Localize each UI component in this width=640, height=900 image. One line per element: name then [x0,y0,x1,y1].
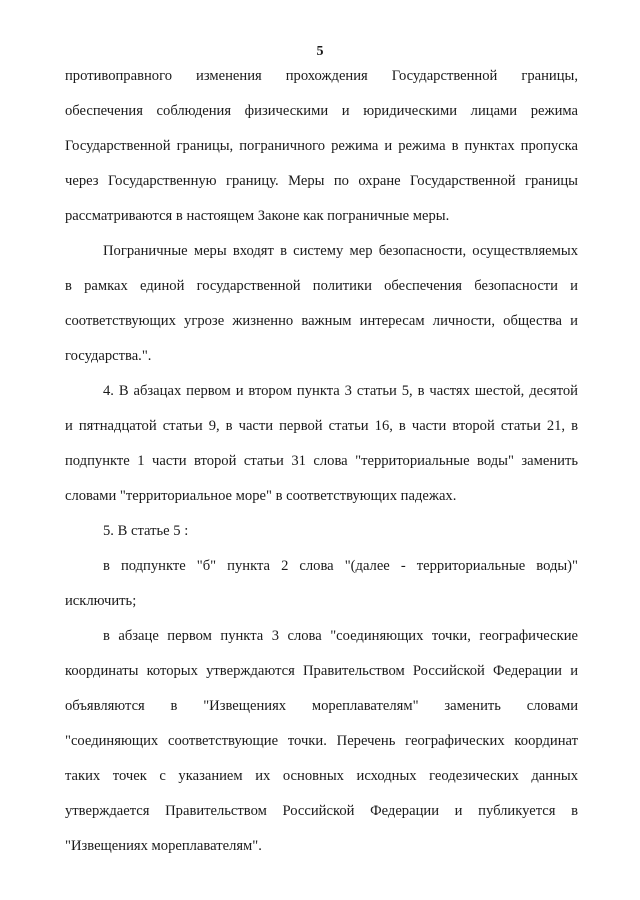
text-line: Государственной границы, пограничного режима и режима в пунктах пропуска [65,138,578,154]
text-line: соответствующих угрозе жизненно важным интересам личности, общества и [65,313,578,329]
text-line: координаты которых утверждаются Правительством Российской Федерации и [65,663,578,679]
text-line: в подпункте "б" пункта 2 слова "(далее - территориальные воды)" [103,558,578,574]
text-line: подпункте 1 части второй статьи 31 слова "территориальные воды" заменить [65,453,578,469]
text-line: 4. В абзацах первом и втором пункта 3 статьи 5, в частях шестой, десятой [103,383,578,399]
text-line: утверждается Правительством Российской Федерации и публикуется в [65,803,578,819]
text-line: объявляются в "Извещениях мореплавателям" заменить словами [65,698,578,714]
text-line: в рамках единой государственной политики обеспечения безопасности и [65,278,578,294]
text-line: рассматриваются в настоящем Законе как пограничные меры. [65,208,450,224]
text-line: 5. В статье 5 : [103,523,189,539]
text-line: Пограничные меры входят в систему мер безопасности, осуществляемых [103,243,578,259]
text-line: через Государственную границу. Меры по охране Государственной границы [65,173,578,189]
text-line: обеспечения соблюдения физическими и юридическими лицами режима [65,103,578,119]
text-line: исключить; [65,593,137,609]
text-line: и пятнадцатой статьи 9, в части первой статьи 16, в части второй статьи 21, в [65,418,578,434]
text-line: словами "территориальное море" в соответствующих падежах. [65,488,457,504]
text-line: противоправного изменения прохождения Государственной границы, [65,68,578,84]
text-line: "Извещениях мореплавателям". [65,838,262,854]
text-line: "соединяющих соответствующие точки. Перечень географических координат [65,733,578,749]
text-line: таких точек с указанием их основных исходных геодезических данных [65,768,578,784]
text-line: в абзаце первом пункта 3 слова "соединяющих точки, географические [103,628,578,644]
text-line: государства.". [65,348,152,364]
page-number: 5 [316,44,324,59]
